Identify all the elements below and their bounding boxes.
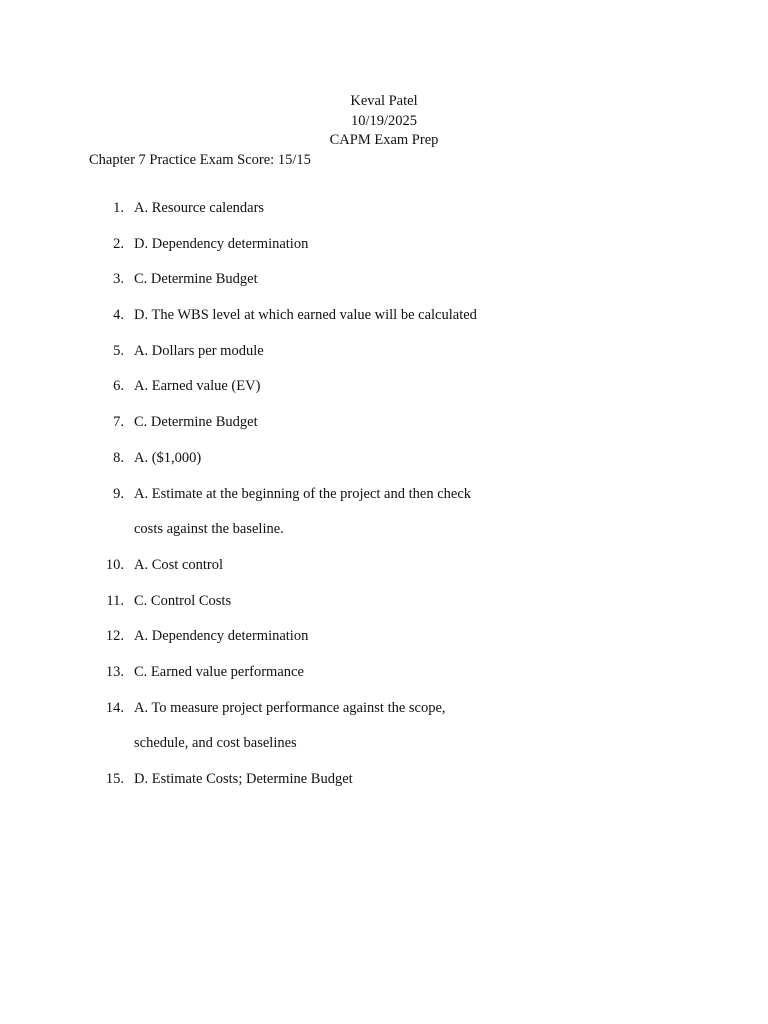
answer-line: A. Dependency determination [134,628,309,645]
answer-line: D. Estimate Costs; Determine Budget [134,771,353,788]
answer-item [0,555,768,591]
answer-text [134,305,477,325]
answer-number: 5. [113,342,124,359]
answer-line: C. Determine Budget [134,414,258,431]
answer-item [0,412,768,448]
answer-item [0,305,768,341]
answer-text [134,198,264,218]
answer-item [0,484,768,555]
answer-text [134,269,258,289]
answer-item [0,626,768,662]
answer-line: A. Dollars per module [134,342,264,359]
answer-text [134,376,260,396]
answer-text [134,591,231,611]
answer-item [0,662,768,698]
answer-item [0,198,768,234]
answer-text [134,698,446,754]
answer-text [134,662,304,682]
answer-number: 14. [105,699,124,716]
answer-text [134,412,258,432]
answer-line-continuation: schedule, and cost baselines [134,735,297,752]
answer-number: 3. [113,271,124,288]
answer-number: 9. [113,485,124,502]
answer-item [0,448,768,484]
exam-score-line: Chapter 7 Practice Exam Score: 15/15 [89,152,311,168]
document-date: 10/19/2025 [350,112,418,129]
answer-item [0,341,768,377]
answer-line: A. Estimate at the beginning of the project and then check [134,485,472,502]
answer-number: 15. [105,771,124,788]
answer-text [134,448,201,468]
author-name: Keval Patel [350,93,418,109]
course-title: CAPM Exam Prep [329,132,439,148]
answer-text [134,626,308,646]
answer-line: C. Earned value performance [134,663,304,680]
answer-item [0,376,768,412]
answer-number: 6. [113,378,124,395]
answer-line: A. Cost control [134,556,224,573]
answer-number: 8. [113,449,124,466]
answer-item [0,234,768,270]
answer-text [134,555,223,575]
answer-number: 13. [105,663,124,680]
answer-item [0,769,768,805]
answer-number: 7. [113,414,124,431]
answer-line: A. To measure project performance against the scope, [134,699,446,716]
answer-line: D. Dependency determination [134,235,309,252]
answer-item [0,269,768,305]
answer-text [134,234,308,254]
answer-text [134,341,264,361]
answer-list [0,198,768,805]
answer-item [0,591,768,627]
answer-number: 10. [105,556,124,573]
answer-item [0,698,768,769]
answer-line: A. ($1,000) [134,449,202,466]
answer-line: C. Control Costs [134,592,232,609]
answer-line: A. Resource calendars [134,200,265,216]
answer-line: C. Determine Budget [134,271,258,288]
answer-line: D. The WBS level at which earned value will be calculated [134,307,477,324]
answer-number: 1. [113,200,124,216]
answer-number: 4. [113,307,124,324]
document-header [0,92,768,151]
answer-text [134,484,471,540]
answer-line-continuation: costs against the baseline. [134,521,284,538]
answer-number: 2. [113,235,124,252]
answer-number: 11. [106,592,124,609]
answer-text [134,769,353,789]
answer-line: A. Earned value (EV) [134,378,261,395]
answer-number: 12. [105,628,124,645]
